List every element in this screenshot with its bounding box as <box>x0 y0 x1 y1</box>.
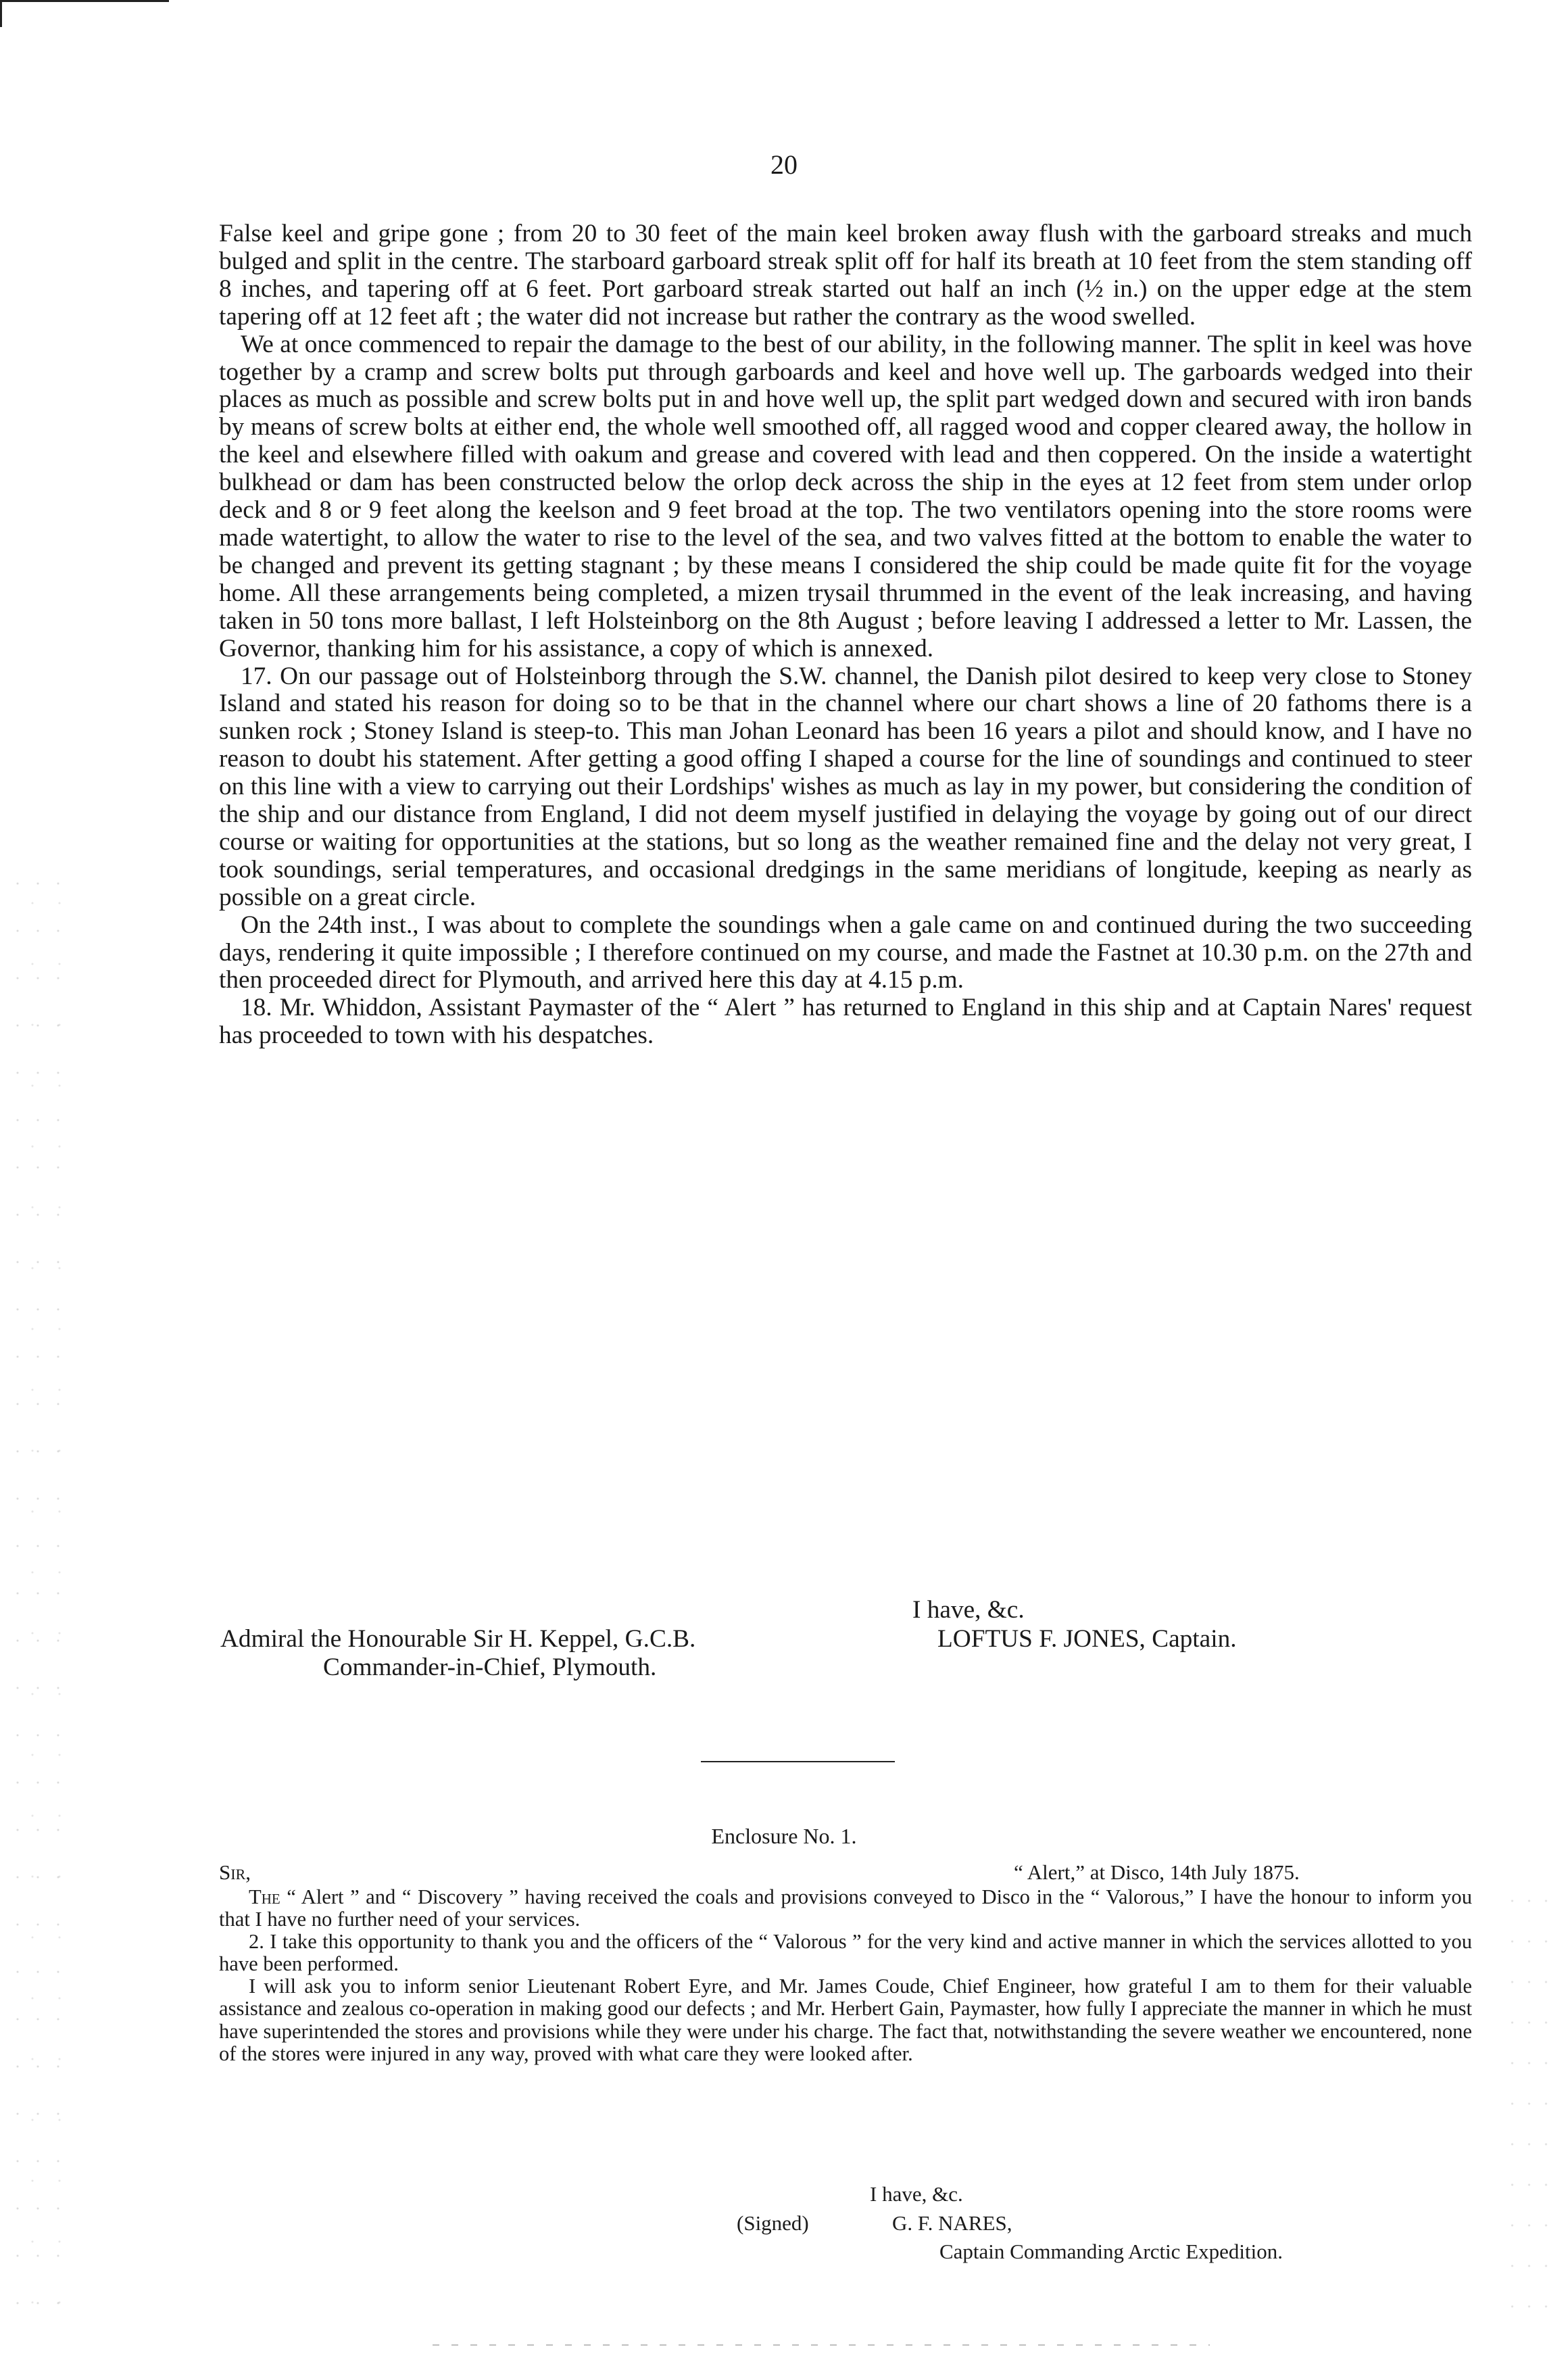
enclosure-closing-salutation: I have, &c. <box>870 2182 963 2206</box>
enclosure-dateline: “ Alert,” at Disco, 14th July 1875. <box>1014 1860 1300 1884</box>
body-paragraph: False keel and gripe gone ; from 20 to 30 feet of the main keel broken away flush with the garboard streaks and much bulged and split in the centre. The starboard garboard streak split off for half its breath at 10 feet from the stem standing off 8 inches, and tapering off at 6 feet. Port garboard streak started out half an inch (½ in.) on the upper edge at the stem tapering off at 12 feet aft ; the water did not increase but rather the contrary as the wood swelled. <box>219 220 1472 331</box>
top-border-rule <box>0 0 169 2</box>
page-number: 20 <box>770 149 798 180</box>
addressee: Admiral the Honourable Sir H. Keppel, G.C.B. <box>220 1625 696 1653</box>
enclosure-salutation: Sir, <box>219 1860 251 1884</box>
scan-speckle-left <box>14 879 61 2332</box>
body-paragraph: 18. Mr. Whiddon, Assistant Paymaster of the “ Alert ” has returned to England in this ship and at Captain Nares' request has proceeded to town with his despatches. <box>219 994 1472 1050</box>
enclosure-title: Enclosure No. 1. <box>711 1824 857 1848</box>
enclosure-first-word: The <box>249 1885 280 1908</box>
letter-body <box>219 220 1472 1050</box>
enclosure-body <box>219 1886 1472 2065</box>
section-divider <box>701 1761 895 1762</box>
enclosure-signature: G. F. NARES, <box>892 2211 1012 2235</box>
signature: LOFTUS F. JONES, Captain. <box>937 1625 1237 1653</box>
body-paragraph: On the 24th inst., I was about to complete the soundings when a gale came on and continued during the two succeeding days, rendering it quite impossible ; I therefore continued on my course, and made the Fastnet at 10.30 p.m. on the 27th and then proceeded direct for Plymouth, and arrived here this day at 4.15 p.m. <box>219 911 1472 994</box>
enclosure-paragraph: I will ask you to inform senior Lieutenant Robert Eyre, and Mr. James Coude, Chief Engineer, how grateful I am to them for their valuable assistance and zealous co-operation in making good our defects ; and Mr. Herbert Gain, Paymaster, how fully I appreciate the manner in which he must have superintended the stores and provisions while they were under his charge. The fact that, notwithstanding the severe weather we encountered, none of the stores were injured in any way, proved with what care they were looked after. <box>219 1975 1472 2065</box>
enclosure-signed-label: (Signed) <box>737 2211 809 2235</box>
enclosure-signature-title: Captain Commanding Arctic Expedition. <box>939 2240 1283 2263</box>
enclosure-paragraph: 2. I take this opportunity to thank you and the officers of the “ Valorous ” for the very kind and active manner in which the services allotted to you have been performed. <box>219 1930 1472 1976</box>
top-border-rule-vertical <box>0 0 2 27</box>
addressee-title: Commander-in-Chief, Plymouth. <box>323 1653 657 1681</box>
body-paragraph: We at once commenced to repair the damage to the best of our ability, in the following manner. The split in keel was hove together by a cramp and screw bolts put through garboards and keel and hove well up. The garboards wedged into their places as much as possible and screw bolts put in and hove well up, the split part wedged down and secured with iron bands by means of screw bolts at either end, the whole well smoothed off, all ragged wood and copper cleared away, the hollow in the keel and elsewhere filled with oakum and grease and covered with lead and then coppered. On the inside a watertight bulkhead or dam has been constructed below the orlop deck across the ship in the eyes at 12 feet from stem under orlop deck and 8 or 9 feet along the keelson and 9 feet broad at the top. The two ventilators opening into the store rooms were made watertight, to allow the water to rise to the level of the sea, and two valves fitted at the bottom to enable the water to be changed and prevent its getting stagnant ; by these means I considered the ship could be made quite fit for the voyage home. All these arrangements being completed, a mizen trysail thrummed in the event of the leak increasing, and having taken in 50 tons more ballast, I left Holsteinborg on the 8th August ; before leaving I addressed a letter to Mr. Lassen, the Governor, thanking him for his assistance, a copy of which is annexed. <box>219 330 1472 662</box>
body-paragraph: 17. On our passage out of Holsteinborg through the S.W. channel, the Danish pilot desired to keep very close to Stoney Island and stated his reason for doing so to be that in the channel where our chart shows a line of 20 fathoms there is a sunken rock ; Stoney Island is steep-to. This man Johan Leonard has been 16 years a pilot and should know, and I have no reason to doubt his statement. After getting a good offing I shaped a course for the line of soundings and continued to steer on this line with a view to carrying out their Lordships' wishes as much as lay in my power, but considering the condition of the ship and our distance from England, I did not deem myself justified in delaying the voyage by going out of our direct course or waiting for opportunities at the stations, but so long as the weather remained fine and the delay not very great, I took soundings, serial temperatures, and occasional dredgings in the same meridians of longitude, keeping as nearly as possible on a great circle. <box>219 662 1472 911</box>
bottom-dotted-line <box>433 2344 1210 2346</box>
enclosure-paragraph: The “ Alert ” and “ Discovery ” having received the coals and provisions conveyed to Disco in the “ Valorous,” I have the honour to inform you that I have no further need of your services. <box>219 1885 1472 1931</box>
scan-speckle-right <box>1507 1893 1548 2332</box>
closing-salutation: I have, &c. <box>912 1596 1025 1624</box>
